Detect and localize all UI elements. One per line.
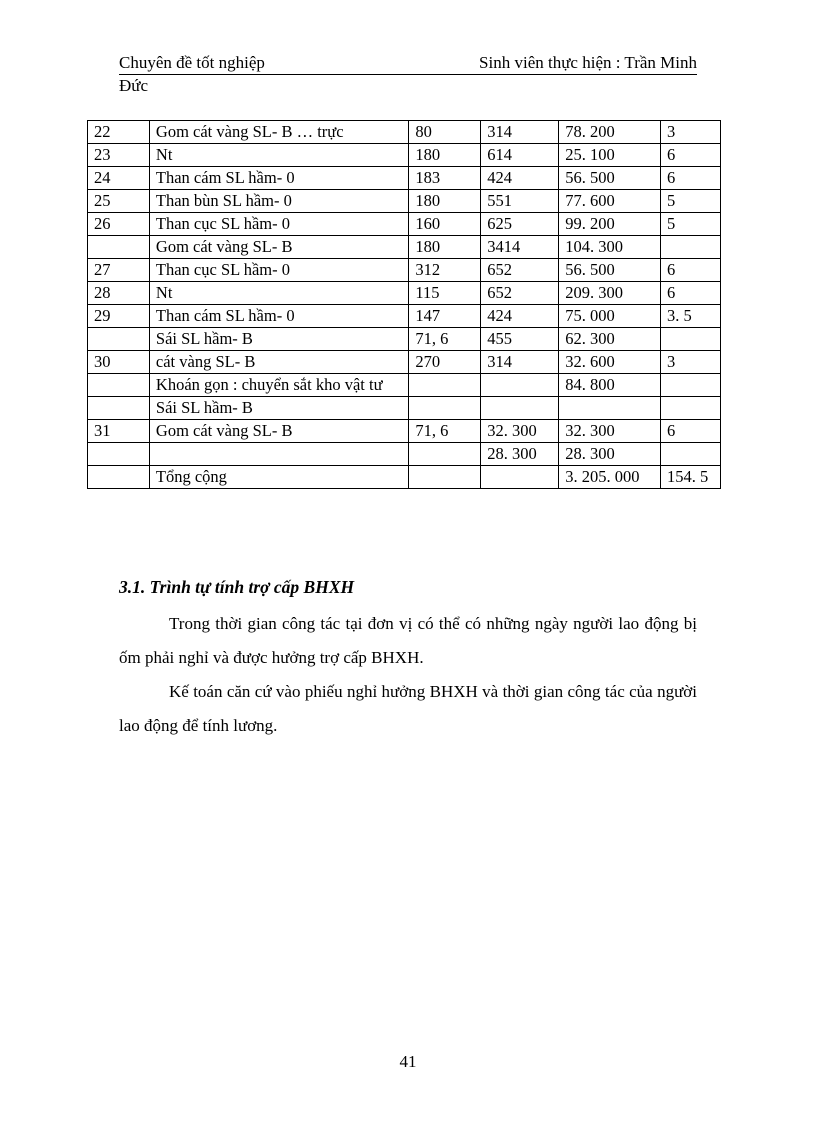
table-cell: 24 xyxy=(88,167,150,190)
table-cell: 71, 6 xyxy=(409,420,481,443)
table-cell: Sái SL hầm- B xyxy=(149,328,409,351)
table-cell: 25. 100 xyxy=(559,144,661,167)
table-cell: 614 xyxy=(481,144,559,167)
table-cell: 56. 500 xyxy=(559,259,661,282)
paragraph-1-text: Trong thời gian công tác tại đơn vị có thể có những ngày người lao động bị ốm phải nghỉ và được hưởng trợ cấp BHXH. xyxy=(119,614,697,667)
table-row xyxy=(88,420,721,443)
header-left-text: Chuyên đề tốt nghiệp xyxy=(119,53,265,72)
table-cell xyxy=(661,374,721,397)
table-row xyxy=(88,213,721,236)
table-cell: 115 xyxy=(409,282,481,305)
header-line xyxy=(119,52,697,75)
table-cell: 84. 800 xyxy=(559,374,661,397)
table-cell: 28 xyxy=(88,282,150,305)
table-cell: 71, 6 xyxy=(409,328,481,351)
table-cell xyxy=(409,374,481,397)
header-continuation: Đức xyxy=(119,76,149,95)
table-cell: Than cám SL hầm- 0 xyxy=(149,305,409,328)
table-cell: 6 xyxy=(661,282,721,305)
table-cell: 455 xyxy=(481,328,559,351)
table-cell: 3 xyxy=(661,351,721,374)
table-cell: 56. 500 xyxy=(559,167,661,190)
table-cell: 180 xyxy=(409,190,481,213)
table-cell xyxy=(88,374,150,397)
table-cell: 28. 300 xyxy=(481,443,559,466)
table-cell: 625 xyxy=(481,213,559,236)
table-cell: Sái SL hầm- B xyxy=(149,397,409,420)
page-header xyxy=(119,52,697,97)
table-cell xyxy=(88,466,150,489)
table-cell: 32. 300 xyxy=(559,420,661,443)
table-row xyxy=(88,374,721,397)
page-number: 41 xyxy=(399,1052,417,1071)
table-cell xyxy=(661,236,721,259)
table-row xyxy=(88,259,721,282)
table-cell: Than bùn SL hầm- 0 xyxy=(149,190,409,213)
table-cell xyxy=(409,397,481,420)
table-cell xyxy=(88,397,150,420)
table-cell: 27 xyxy=(88,259,150,282)
table-cell: 23 xyxy=(88,144,150,167)
table-cell: 31 xyxy=(88,420,150,443)
table-cell: 3. 205. 000 xyxy=(559,466,661,489)
table-cell: 78. 200 xyxy=(559,121,661,144)
table-cell xyxy=(409,443,481,466)
table-row xyxy=(88,305,721,328)
table-cell: Than cám SL hầm- 0 xyxy=(149,167,409,190)
table-cell: Nt xyxy=(149,282,409,305)
table-cell xyxy=(661,397,721,420)
table-row xyxy=(88,282,721,305)
table-cell: 314 xyxy=(481,121,559,144)
table-cell: Tổng cộng xyxy=(149,466,409,489)
table-cell xyxy=(88,236,150,259)
table-row xyxy=(88,328,721,351)
table-cell: 160 xyxy=(409,213,481,236)
table-cell xyxy=(481,466,559,489)
table-cell: Than cục SL hầm- 0 xyxy=(149,259,409,282)
table-cell: 3414 xyxy=(481,236,559,259)
table-cell xyxy=(481,397,559,420)
table-row xyxy=(88,190,721,213)
table-row xyxy=(88,167,721,190)
table-row xyxy=(88,121,721,144)
table-cell: 154. 5 xyxy=(661,466,721,489)
table-row xyxy=(88,443,721,466)
table-cell xyxy=(559,397,661,420)
table-cell: 312 xyxy=(409,259,481,282)
table-cell: cát vàng SL- B xyxy=(149,351,409,374)
table-row xyxy=(88,397,721,420)
header-right-text: Sinh viên thực hiện : Trần Minh xyxy=(479,53,697,72)
table-cell: 6 xyxy=(661,167,721,190)
table-cell: 75. 000 xyxy=(559,305,661,328)
section-title: 3.1. Trình tự tính trợ cấp BHXH xyxy=(119,577,355,597)
table-cell: 104. 300 xyxy=(559,236,661,259)
table-cell: 29 xyxy=(88,305,150,328)
table-cell: 652 xyxy=(481,282,559,305)
table-cell: 26 xyxy=(88,213,150,236)
table-cell xyxy=(409,466,481,489)
table-cell: Gom cát vàng SL- B xyxy=(149,420,409,443)
table-cell: 424 xyxy=(481,305,559,328)
table-cell: 25 xyxy=(88,190,150,213)
table-cell: 22 xyxy=(88,121,150,144)
table-cell: Nt xyxy=(149,144,409,167)
table-cell: Khoán gọn : chuyển sắt kho vật tư xyxy=(149,374,409,397)
table-cell xyxy=(88,443,150,466)
table-cell: 551 xyxy=(481,190,559,213)
table-cell: Gom cát vàng SL- B xyxy=(149,236,409,259)
table-cell: 6 xyxy=(661,144,721,167)
table-cell: 6 xyxy=(661,259,721,282)
table-cell: Gom cát vàng SL- B … trực xyxy=(149,121,409,144)
table-row xyxy=(88,144,721,167)
table-cell: 424 xyxy=(481,167,559,190)
table-cell xyxy=(481,374,559,397)
table-cell: 32. 600 xyxy=(559,351,661,374)
table-cell: 62. 300 xyxy=(559,328,661,351)
table-cell: 99. 200 xyxy=(559,213,661,236)
table-cell: 3 xyxy=(661,121,721,144)
wage-table xyxy=(87,120,721,489)
table-cell: 180 xyxy=(409,144,481,167)
table-cell: 270 xyxy=(409,351,481,374)
paragraph-2-text: Kế toán căn cứ vào phiếu nghỉ hưởng BHXH và thời gian công tác của người lao động để tính lương. xyxy=(119,682,697,735)
table-row xyxy=(88,466,721,489)
table-cell: 6 xyxy=(661,420,721,443)
table-cell: 5 xyxy=(661,190,721,213)
table-cell xyxy=(661,328,721,351)
table-cell: 28. 300 xyxy=(559,443,661,466)
paragraph-1 xyxy=(119,607,697,675)
table-cell: 652 xyxy=(481,259,559,282)
table-cell: 30 xyxy=(88,351,150,374)
table-cell: 147 xyxy=(409,305,481,328)
table-cell xyxy=(661,443,721,466)
table-cell: 5 xyxy=(661,213,721,236)
table-cell xyxy=(88,328,150,351)
table-cell: 209. 300 xyxy=(559,282,661,305)
table-cell: Than cục SL hầm- 0 xyxy=(149,213,409,236)
table-cell: 180 xyxy=(409,236,481,259)
table-cell: 80 xyxy=(409,121,481,144)
table-cell: 3. 5 xyxy=(661,305,721,328)
table-cell xyxy=(149,443,409,466)
table-row xyxy=(88,236,721,259)
table-row xyxy=(88,351,721,374)
paragraph-2 xyxy=(119,675,697,743)
table-cell: 77. 600 xyxy=(559,190,661,213)
table-cell: 183 xyxy=(409,167,481,190)
wage-table-body xyxy=(88,121,721,489)
table-cell: 32. 300 xyxy=(481,420,559,443)
table-cell: 314 xyxy=(481,351,559,374)
